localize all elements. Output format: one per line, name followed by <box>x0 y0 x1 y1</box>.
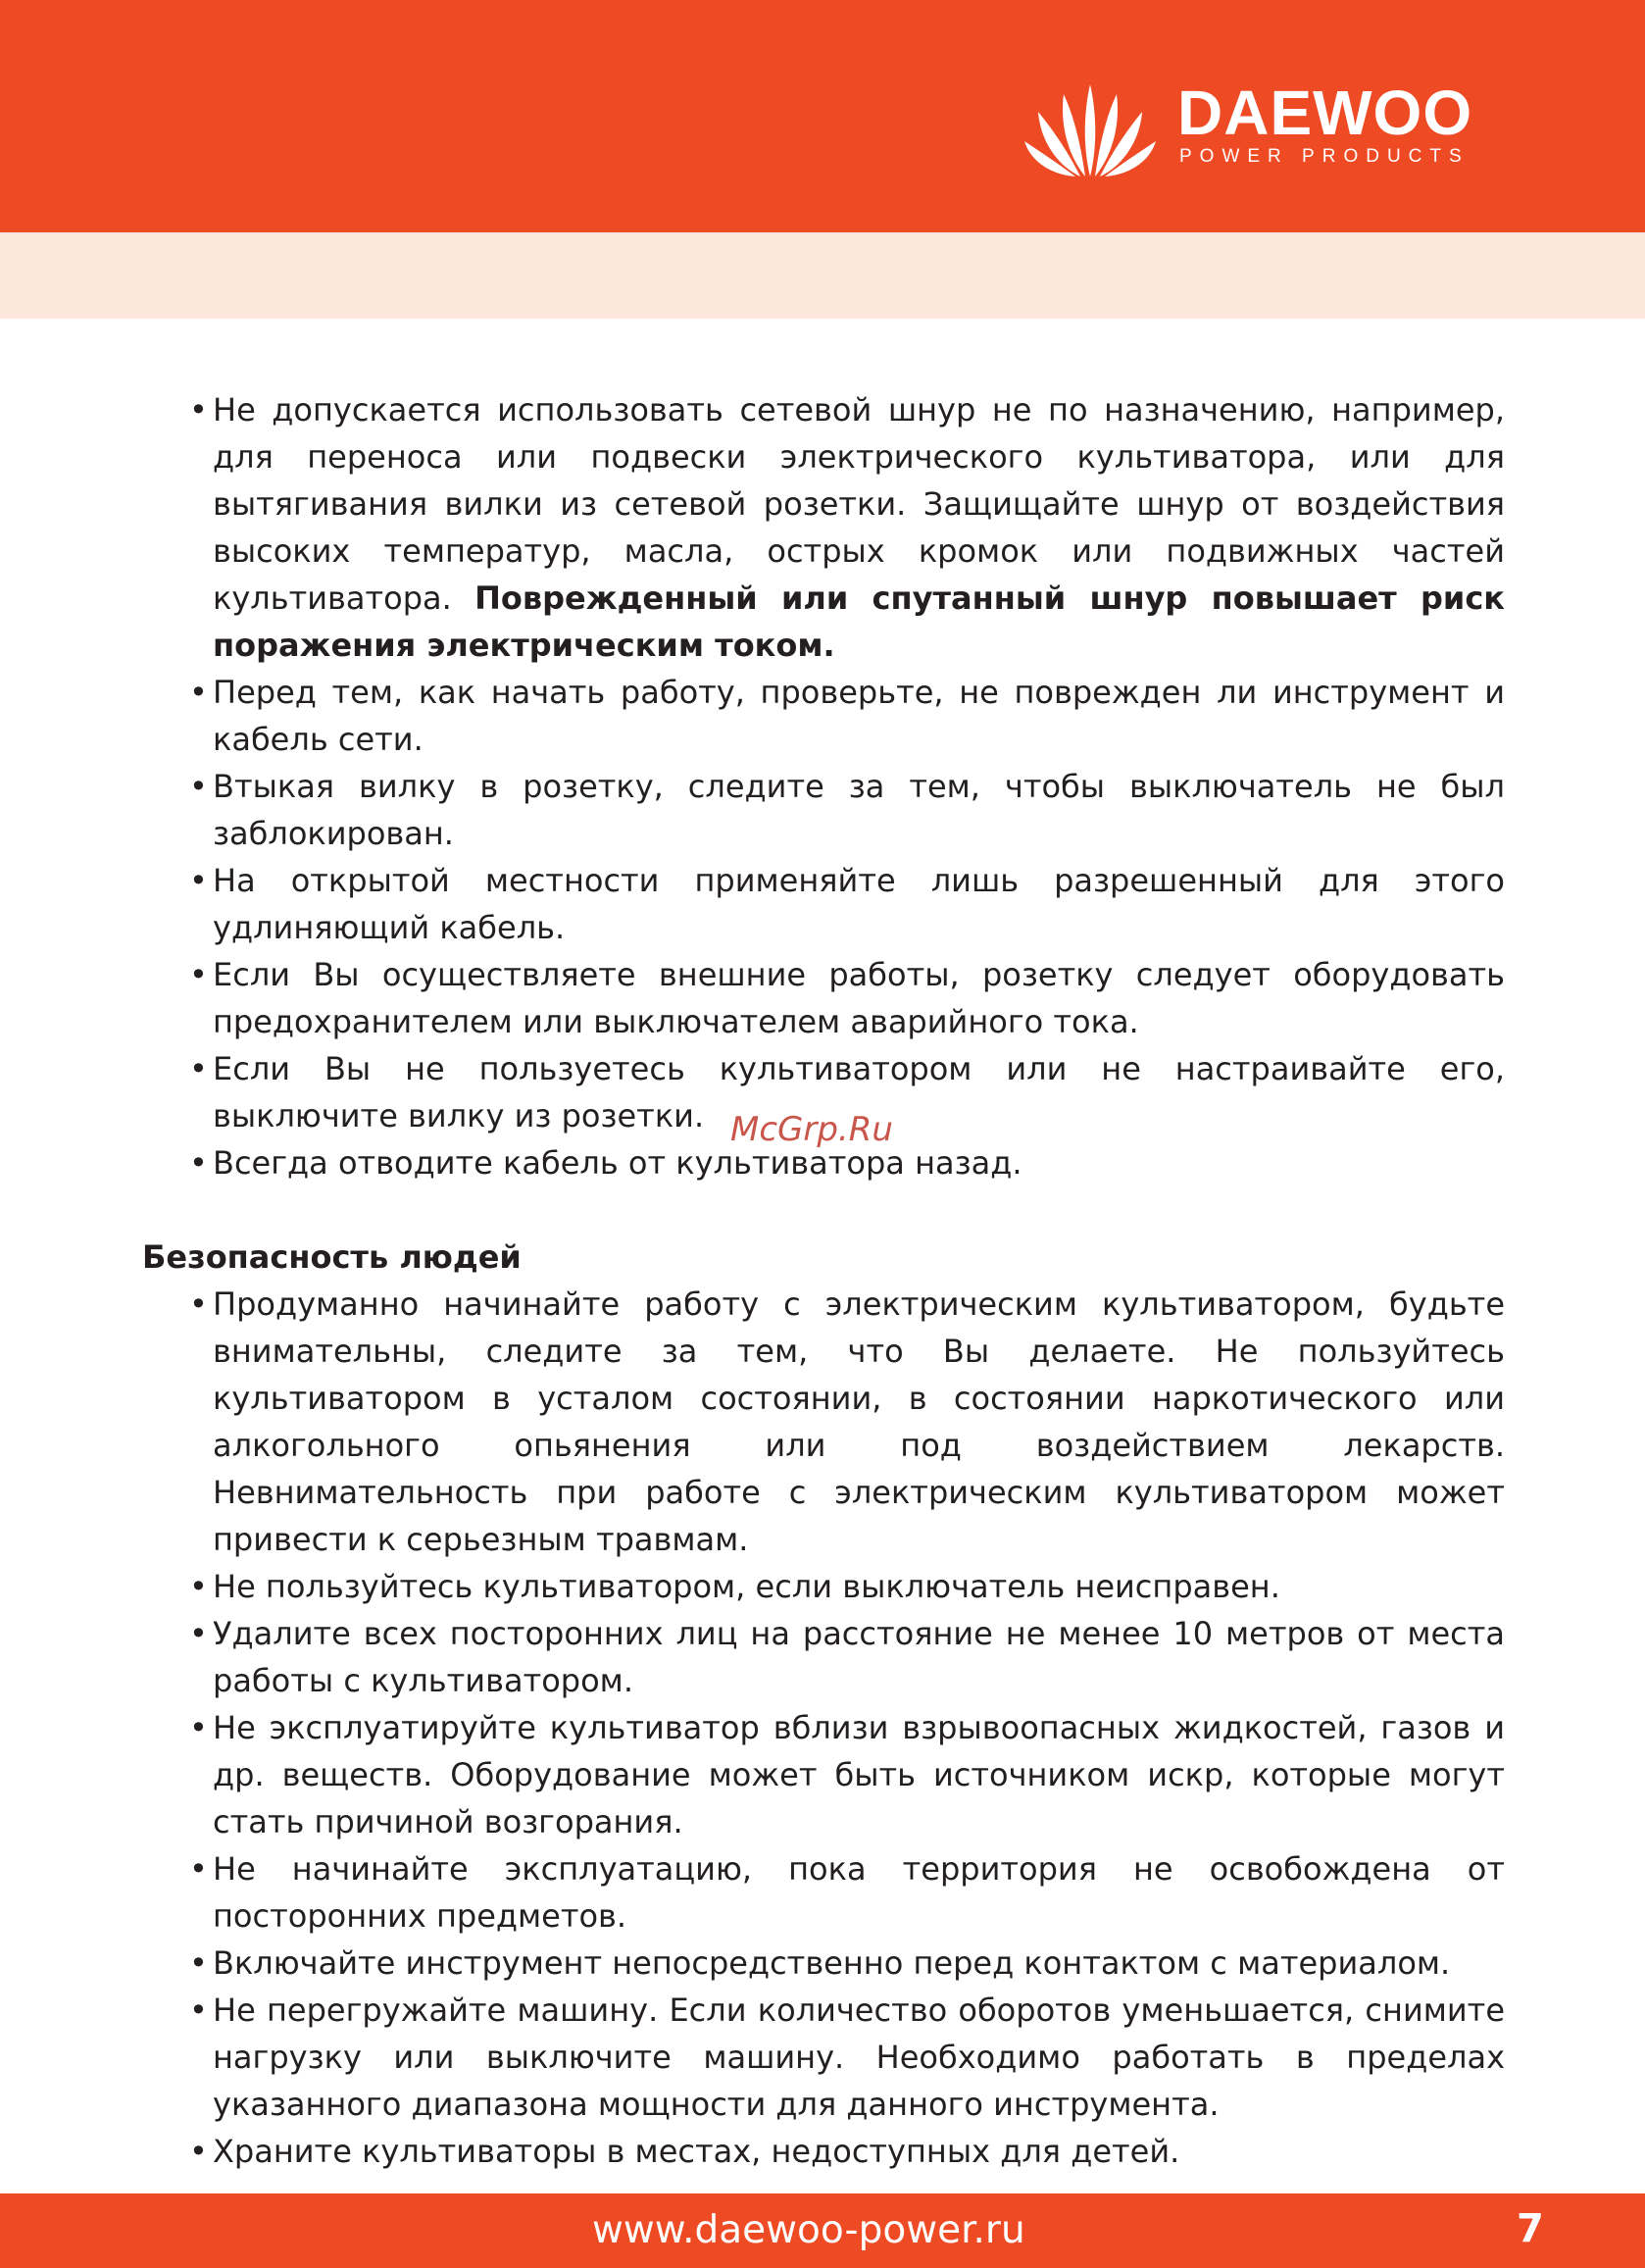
personal-safety-list <box>0 1281 1645 2175</box>
list-item: • Не начинайте эксплуатацию, пока территория не освобождена от посторонних предметов. <box>0 1845 1645 1940</box>
list-item: • Продуманно начинайте работу с электрическим культиватором, будьте внимательны, следите за тем, что Вы делаете. Не пользуйтесь культиватором в усталом состоянии, в состоянии наркотического или алкогольного опьянения или под воздействием лекарств. Невнимательность при работе с электрическим культиватором может привести к серьезным травмам. <box>0 1281 1645 1563</box>
list-item: • Всегда отводите кабель от культиватора назад. <box>0 1139 1645 1186</box>
watermark-text: McGrp.Ru <box>730 1110 893 1149</box>
header-band <box>0 0 1645 232</box>
footer-band <box>0 2193 1645 2268</box>
page-number: 7 <box>1517 2206 1544 2251</box>
list-item: • Перед тем, как начать работу, проверьте, не поврежден ли инструмент и кабель сети. <box>0 669 1645 763</box>
header-subband <box>0 232 1645 319</box>
list-item: • Не пользуйтесь культиватором, если выключатель неисправен. <box>0 1563 1645 1610</box>
brand-name: DAEWOO <box>1177 77 1473 148</box>
website-link[interactable]: www.daewoo-power.ru <box>592 2208 1025 2252</box>
section-title: Безопасность людей <box>142 1238 522 1276</box>
daewoo-shell-logo-icon <box>1024 80 1156 178</box>
cord-safety-list <box>0 386 1645 1186</box>
list-item: • Не эксплуатируйте культиватор вблизи взрывоопасных жидкостей, газов и др. веществ. Оборудование может быть источником искр, которые могут стать причиной возгорания. <box>0 1704 1645 1845</box>
list-item: • Втыкая вилку в розетку, следите за тем, чтобы выключатель не был заблокирован. <box>0 763 1645 857</box>
list-item: • На открытой местности применяйте лишь разрешенный для этого удлиняющий кабель. <box>0 857 1645 951</box>
list-item: • Храните культиваторы в местах, недоступных для детей. <box>0 2128 1645 2175</box>
list-item: • Если Вы осуществляете внешние работы, розетку следует оборудовать предохранителем или выключателем аварийного тока. <box>0 951 1645 1045</box>
warning-bold-text: Поврежденный или спутанный шнур повышает риск поражения электрическим током. <box>213 580 1506 664</box>
list-item: • Не перегружайте машину. Если количество оборотов уменьшается, снимите нагрузку или выключите машину. Необходимо работать в пределах указанного диапазона мощности для данного инструмента. <box>0 1987 1645 2128</box>
list-item: • Включайте инструмент непосредственно перед контактом с материалом. <box>0 1940 1645 1987</box>
list-item: • Не допускается использовать сетевой шнур не по назначению, например, для переноса или подвески электрического культиватора, или для вытягивания вилки из сетевой розетки. Защищайте шнур от воздействия высоких температур, масла, острых кромок или подвижных частей культиватора. Поврежденный или спутанный шнур повышает риск поражения электрическим током. <box>0 386 1645 669</box>
list-item: • Если Вы не пользуетесь культиватором или не настраивайте его, выключите вилку из розетки. <box>0 1045 1645 1139</box>
list-item: • Удалите всех посторонних лиц на расстояние не менее 10 метров от места работы с культиватором. <box>0 1610 1645 1704</box>
brand-logo <box>1024 77 1544 178</box>
brand-tagline: POWER PRODUCTS <box>1179 146 1470 167</box>
